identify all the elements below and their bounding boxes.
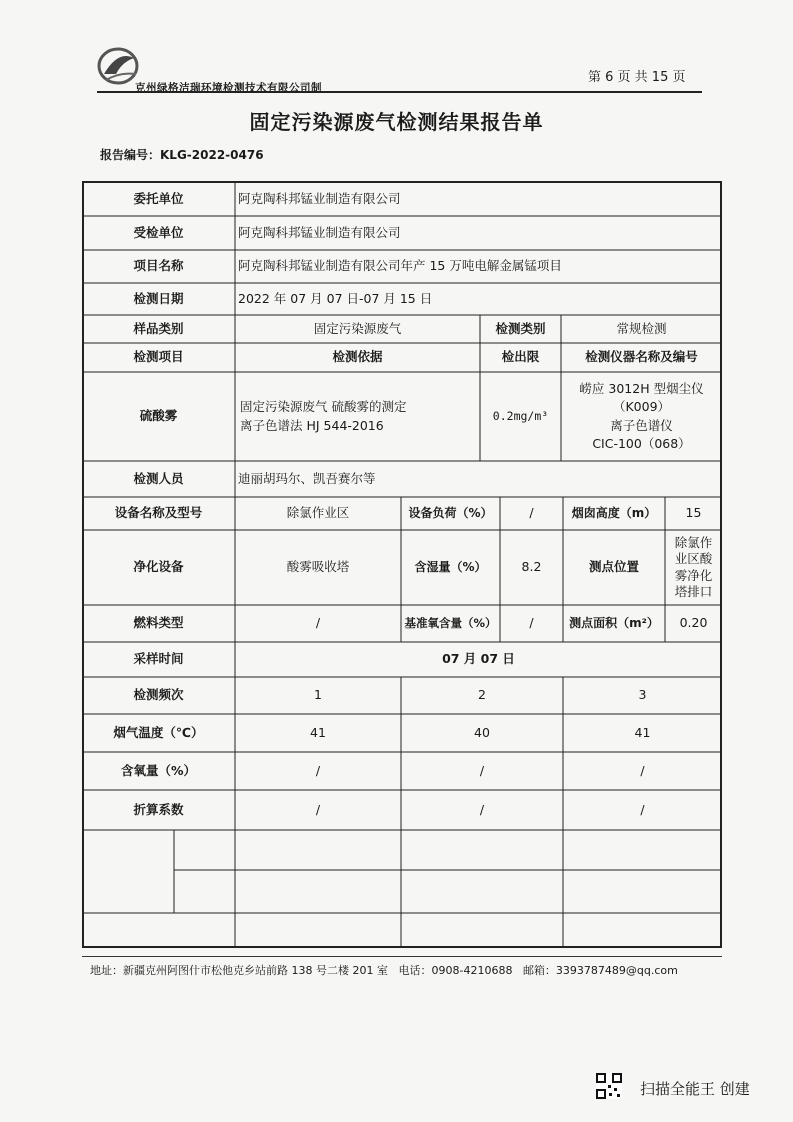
page-number: 第 6 页 共 15 页 — [588, 70, 686, 85]
date-label: 检测日期 — [133, 290, 184, 306]
sample-value: 固定污染源废气 — [313, 320, 402, 336]
instrument-line: （K009） — [612, 399, 671, 415]
factor-1: / — [315, 801, 321, 817]
sulfuric-limit: 0.2mg/m³ — [492, 409, 549, 424]
client-value: 阿克陶科邦锰业制造有限公司 — [238, 190, 401, 206]
footer-phone: 电话：0908-4210688 — [398, 964, 513, 977]
fuel-label: 燃料类型 — [133, 615, 184, 631]
factor-label: 折算系数 — [133, 801, 184, 817]
factor-3: / — [640, 801, 645, 817]
temp-label: 烟气温度（℃） — [113, 724, 204, 740]
header-divider — [97, 91, 702, 93]
frequency-label: 检测频次 — [133, 687, 184, 703]
load-label: 设备负荷（%） — [408, 505, 493, 520]
project-label: 项目名称 — [133, 258, 184, 274]
sampling-time-value: 07 月 07 日 — [442, 651, 515, 667]
basis-line: 固定污染源废气 硫酸雾的测定 — [240, 399, 407, 415]
fuel-value: / — [315, 615, 321, 631]
company-logo-icon — [96, 44, 140, 88]
purify-value: 酸雾吸收塔 — [286, 559, 350, 575]
frequency-3: 3 — [638, 687, 647, 703]
instrument-line: CIC-100（068） — [592, 435, 691, 451]
test-type-value: 常规检测 — [616, 320, 667, 336]
item-header: 检测项目 — [133, 349, 184, 365]
load-value: / — [529, 505, 534, 521]
equipment-value: 除氯作业区 — [286, 505, 350, 521]
scanner-watermark: 扫描全能王 创建 — [640, 1080, 750, 1098]
inspected-value: 阿克陶科邦锰业制造有限公司 — [238, 224, 401, 240]
chimney-value: 15 — [685, 505, 702, 521]
limit-header: 检出限 — [501, 349, 540, 365]
test-type-label: 检测类别 — [495, 320, 546, 336]
personnel-value: 迪丽胡玛尔、凯吾赛尔等 — [238, 470, 376, 486]
report-title: 固定污染源废气检测结果报告单 — [249, 110, 544, 134]
instrument-header: 检测仪器名称及编号 — [585, 349, 698, 365]
temp-1: 41 — [310, 724, 326, 740]
footer-address: 地址：新疆克州阿图什市松他克乡站前路 138 号二楼 201 室 — [90, 964, 388, 977]
oxygen-1: / — [315, 762, 321, 778]
footer-divider — [82, 956, 722, 957]
client-label: 委托单位 — [133, 190, 184, 206]
qr-code-icon — [596, 1073, 622, 1099]
date-value: 2022 年 07 月 07 日-07 月 15 日 — [238, 290, 433, 306]
report-number: 报告编号：KLG-2022-0476 — [100, 148, 264, 162]
area-label: 测点面积（m²） — [569, 615, 659, 630]
ref-oxygen-label: 基准氧含量（%） — [404, 616, 497, 631]
factor-2: / — [479, 801, 485, 817]
chimney-label: 烟囱高度（m） — [571, 505, 657, 520]
inspected-label: 受检单位 — [133, 224, 184, 240]
footer-email: 邮箱：3393787489@qq.com — [522, 964, 678, 977]
equipment-label: 设备名称及型号 — [114, 505, 203, 521]
frequency-2: 2 — [478, 687, 486, 703]
oxygen-label: 含氧量（%） — [120, 762, 197, 778]
basis-header: 检测依据 — [332, 349, 383, 365]
purify-label: 净化设备 — [133, 559, 184, 575]
oxygen-2: / — [479, 762, 485, 778]
temp-2: 40 — [474, 724, 490, 740]
project-value: 阿克陶科邦锰业制造有限公司年产 15 万吨电解金属锰项目 — [238, 258, 562, 274]
point-line: 除氯作 — [674, 535, 713, 550]
measurements-block — [82, 181, 722, 948]
point-label: 测点位置 — [588, 559, 639, 575]
point-line: 塔排口 — [674, 583, 713, 599]
oxygen-3: / — [640, 762, 645, 778]
point-line: 业区酸 — [674, 551, 713, 567]
area-value: 0.20 — [679, 615, 708, 631]
instrument-line: 离子色谱仪 — [610, 417, 673, 433]
company-name: 克州绿格洁瑞环境检测技术有限公司制 — [135, 82, 322, 94]
point-line: 雾净化 — [674, 567, 713, 583]
personnel-label: 检测人员 — [133, 470, 184, 486]
moisture-label: 含湿量（%） — [414, 559, 487, 574]
sulfuric-item: 硫酸雾 — [139, 408, 178, 424]
ref-oxygen-value: / — [529, 615, 534, 631]
instrument-line: 崂应 3012H 型烟尘仪 — [579, 381, 704, 397]
sample-label: 样品类别 — [133, 320, 184, 336]
footer-contact — [90, 962, 678, 978]
basis-line: 离子色谱法 HJ 544-2016 — [240, 417, 384, 433]
frequency-1: 1 — [314, 687, 322, 703]
sampling-time-label: 采样时间 — [133, 651, 184, 667]
moisture-value: 8.2 — [521, 559, 542, 575]
temp-3: 41 — [634, 724, 651, 740]
